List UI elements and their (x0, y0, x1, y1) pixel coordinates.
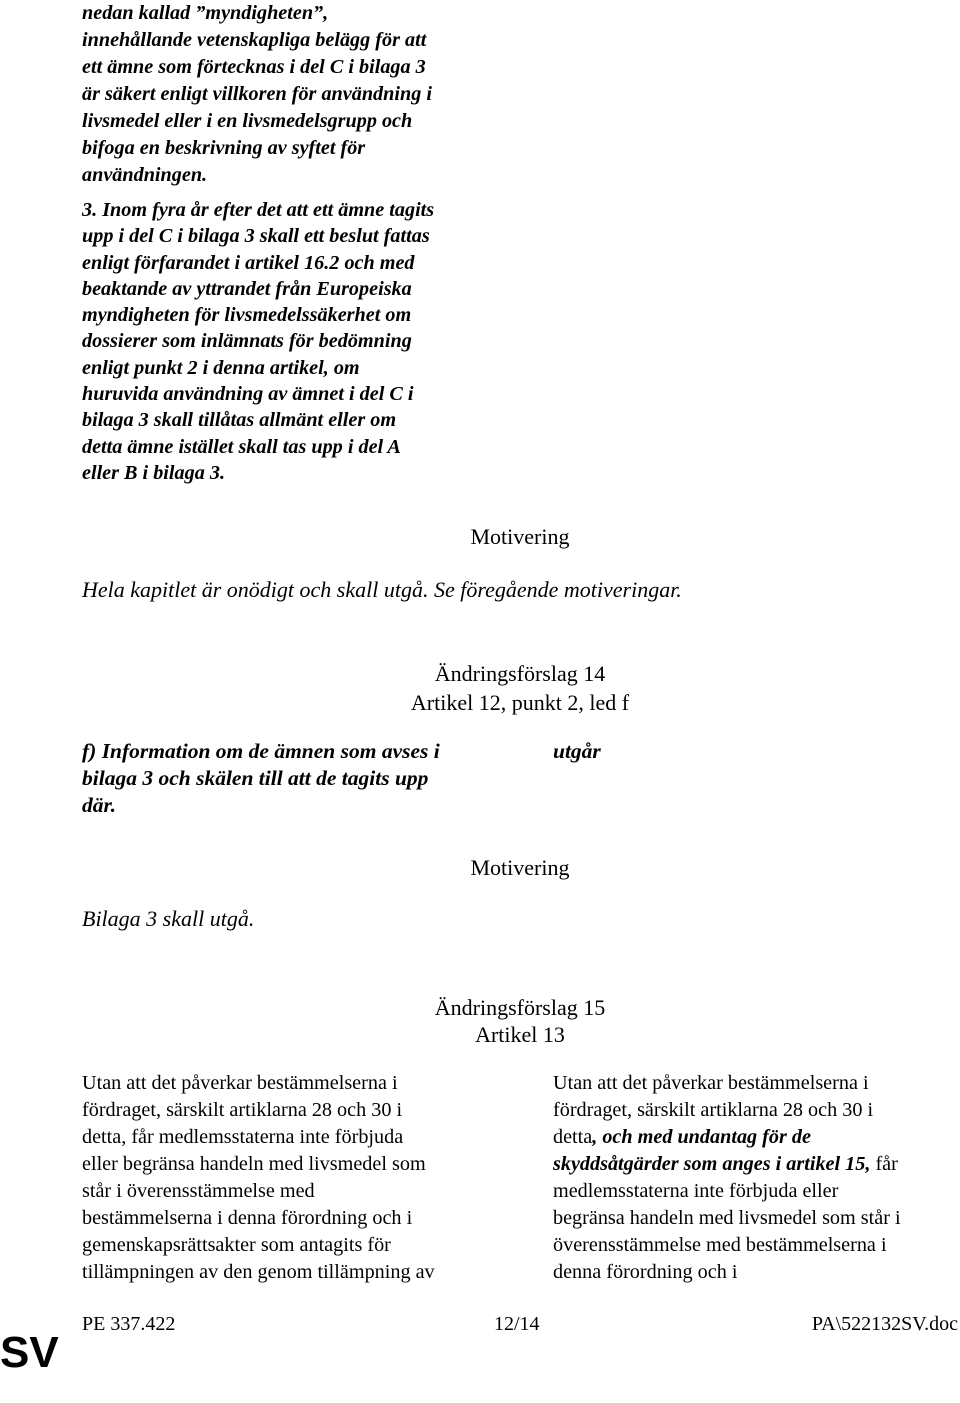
text-line: fördraget, särskilt artiklarna 28 och 30 i (553, 1099, 874, 1121)
text-line: överensstämmelse med bestämmelserna i (553, 1234, 887, 1256)
text-line: gemenskapsrättsakter som antagits för (82, 1234, 391, 1256)
amendment-15-amended-text (553, 1070, 955, 1286)
text-line: tillämpningen av den genom tillämpning av (82, 1261, 435, 1283)
text-line: bifoga en beskrivning av syftet för (82, 137, 366, 159)
amendment-15-subtitle: Artikel 13 (475, 1022, 565, 1047)
motivering-text: Hela kapitlet är onödigt och skall utgå. Se föregående motiveringar. (82, 577, 682, 602)
language-code: SV (0, 1328, 59, 1377)
text-emphasis: , och med undantag för de (592, 1126, 811, 1148)
text-line: detta, får medlemsstaterna inte förbjuda (82, 1126, 404, 1148)
text-line: eller begränsa handeln med livsmedel som (82, 1153, 426, 1175)
footer-doc-ref: PE 337.422 (82, 1313, 176, 1335)
amendment-14-motivering-text: Bilaga 3 skall utgå. (82, 906, 255, 931)
text-line: eller B i bilaga 3. (82, 461, 225, 484)
amendment-14-motivering-heading: Motivering (470, 855, 570, 880)
text-line: innehållande vetenskapliga belägg för att (82, 29, 427, 51)
text-line: medlemsstaterna inte förbjuda eller (553, 1180, 839, 1202)
amendment-14-original-text (82, 738, 502, 819)
text-line: beaktande av yttrandet från Europeiska (82, 277, 412, 300)
text-line (553, 1124, 955, 1151)
amendment-15-original-text (82, 1070, 502, 1286)
text-line (553, 1151, 955, 1178)
text-line: användningen. (82, 164, 208, 186)
continuation-paragraph (82, 0, 502, 189)
text-line: denna förordning och i (553, 1261, 738, 1283)
amendment-14-title: Ändringsförslag 14 (434, 661, 606, 686)
amendment-15-title: Ändringsförslag 15 (434, 995, 606, 1020)
text-line: enligt punkt 2 i denna artikel, om (82, 356, 360, 379)
text-plain: detta (553, 1126, 593, 1148)
text-line: bilaga 3 och skälen till att de tagits upp (82, 766, 429, 790)
text-line: dossierer som inlämnats för bedömning (82, 330, 412, 353)
text-line: är säkert enligt villkoren för användning i (82, 83, 432, 105)
text-line: ett ämne som förtecknas i del C i bilaga 3 (82, 56, 426, 78)
text-line: bilaga 3 skall tillåtas allmänt eller om (82, 409, 397, 432)
text-line: myndigheten för livsmedelssäkerhet om (82, 304, 412, 327)
text-line: 3. Inom fyra år efter det att ett ämne tagits (82, 199, 435, 221)
amendment-14-amended-text: utgår (553, 739, 601, 763)
amendment-14-subtitle: Artikel 12, punkt 2, led f (410, 690, 630, 715)
text-line: står i överensstämmelse med (82, 1180, 315, 1202)
text-line: huruvida användning av ämnet i del C i (82, 383, 414, 406)
text-line: f) Information om de ämnen som avses i (82, 739, 440, 763)
text-line: där. (82, 793, 117, 817)
text-line: upp i del C i bilaga 3 skall ett beslut fattas (82, 225, 430, 248)
text-line: begränsa handeln med livsmedel som står i (553, 1207, 901, 1229)
text-line: nedan kallad ”myndigheten”, (82, 2, 329, 24)
text-emphasis: skyddsåtgärder som anges i artikel 15, (553, 1153, 871, 1175)
footer-page-number: 12/14 (494, 1313, 540, 1335)
text-line: Utan att det påverkar bestämmelserna i (553, 1072, 869, 1094)
text-line: enligt förfarandet i artikel 16.2 och med (82, 251, 415, 274)
text-line: livsmedel eller i en livsmedelsgrupp och (82, 110, 413, 132)
text-plain: får (870, 1153, 898, 1175)
footer-file-name: PA\522132SV.doc (811, 1313, 958, 1335)
text-line: Utan att det påverkar bestämmelserna i (82, 1072, 398, 1094)
text-line: fördraget, särskilt artiklarna 28 och 30 i (82, 1099, 403, 1121)
text-line: detta ämne istället skall tas upp i del A (82, 435, 401, 458)
motivering-heading: Motivering (470, 524, 570, 549)
text-line: bestämmelserna i denna förordning och i (82, 1207, 413, 1229)
point-3-paragraph (82, 197, 502, 486)
